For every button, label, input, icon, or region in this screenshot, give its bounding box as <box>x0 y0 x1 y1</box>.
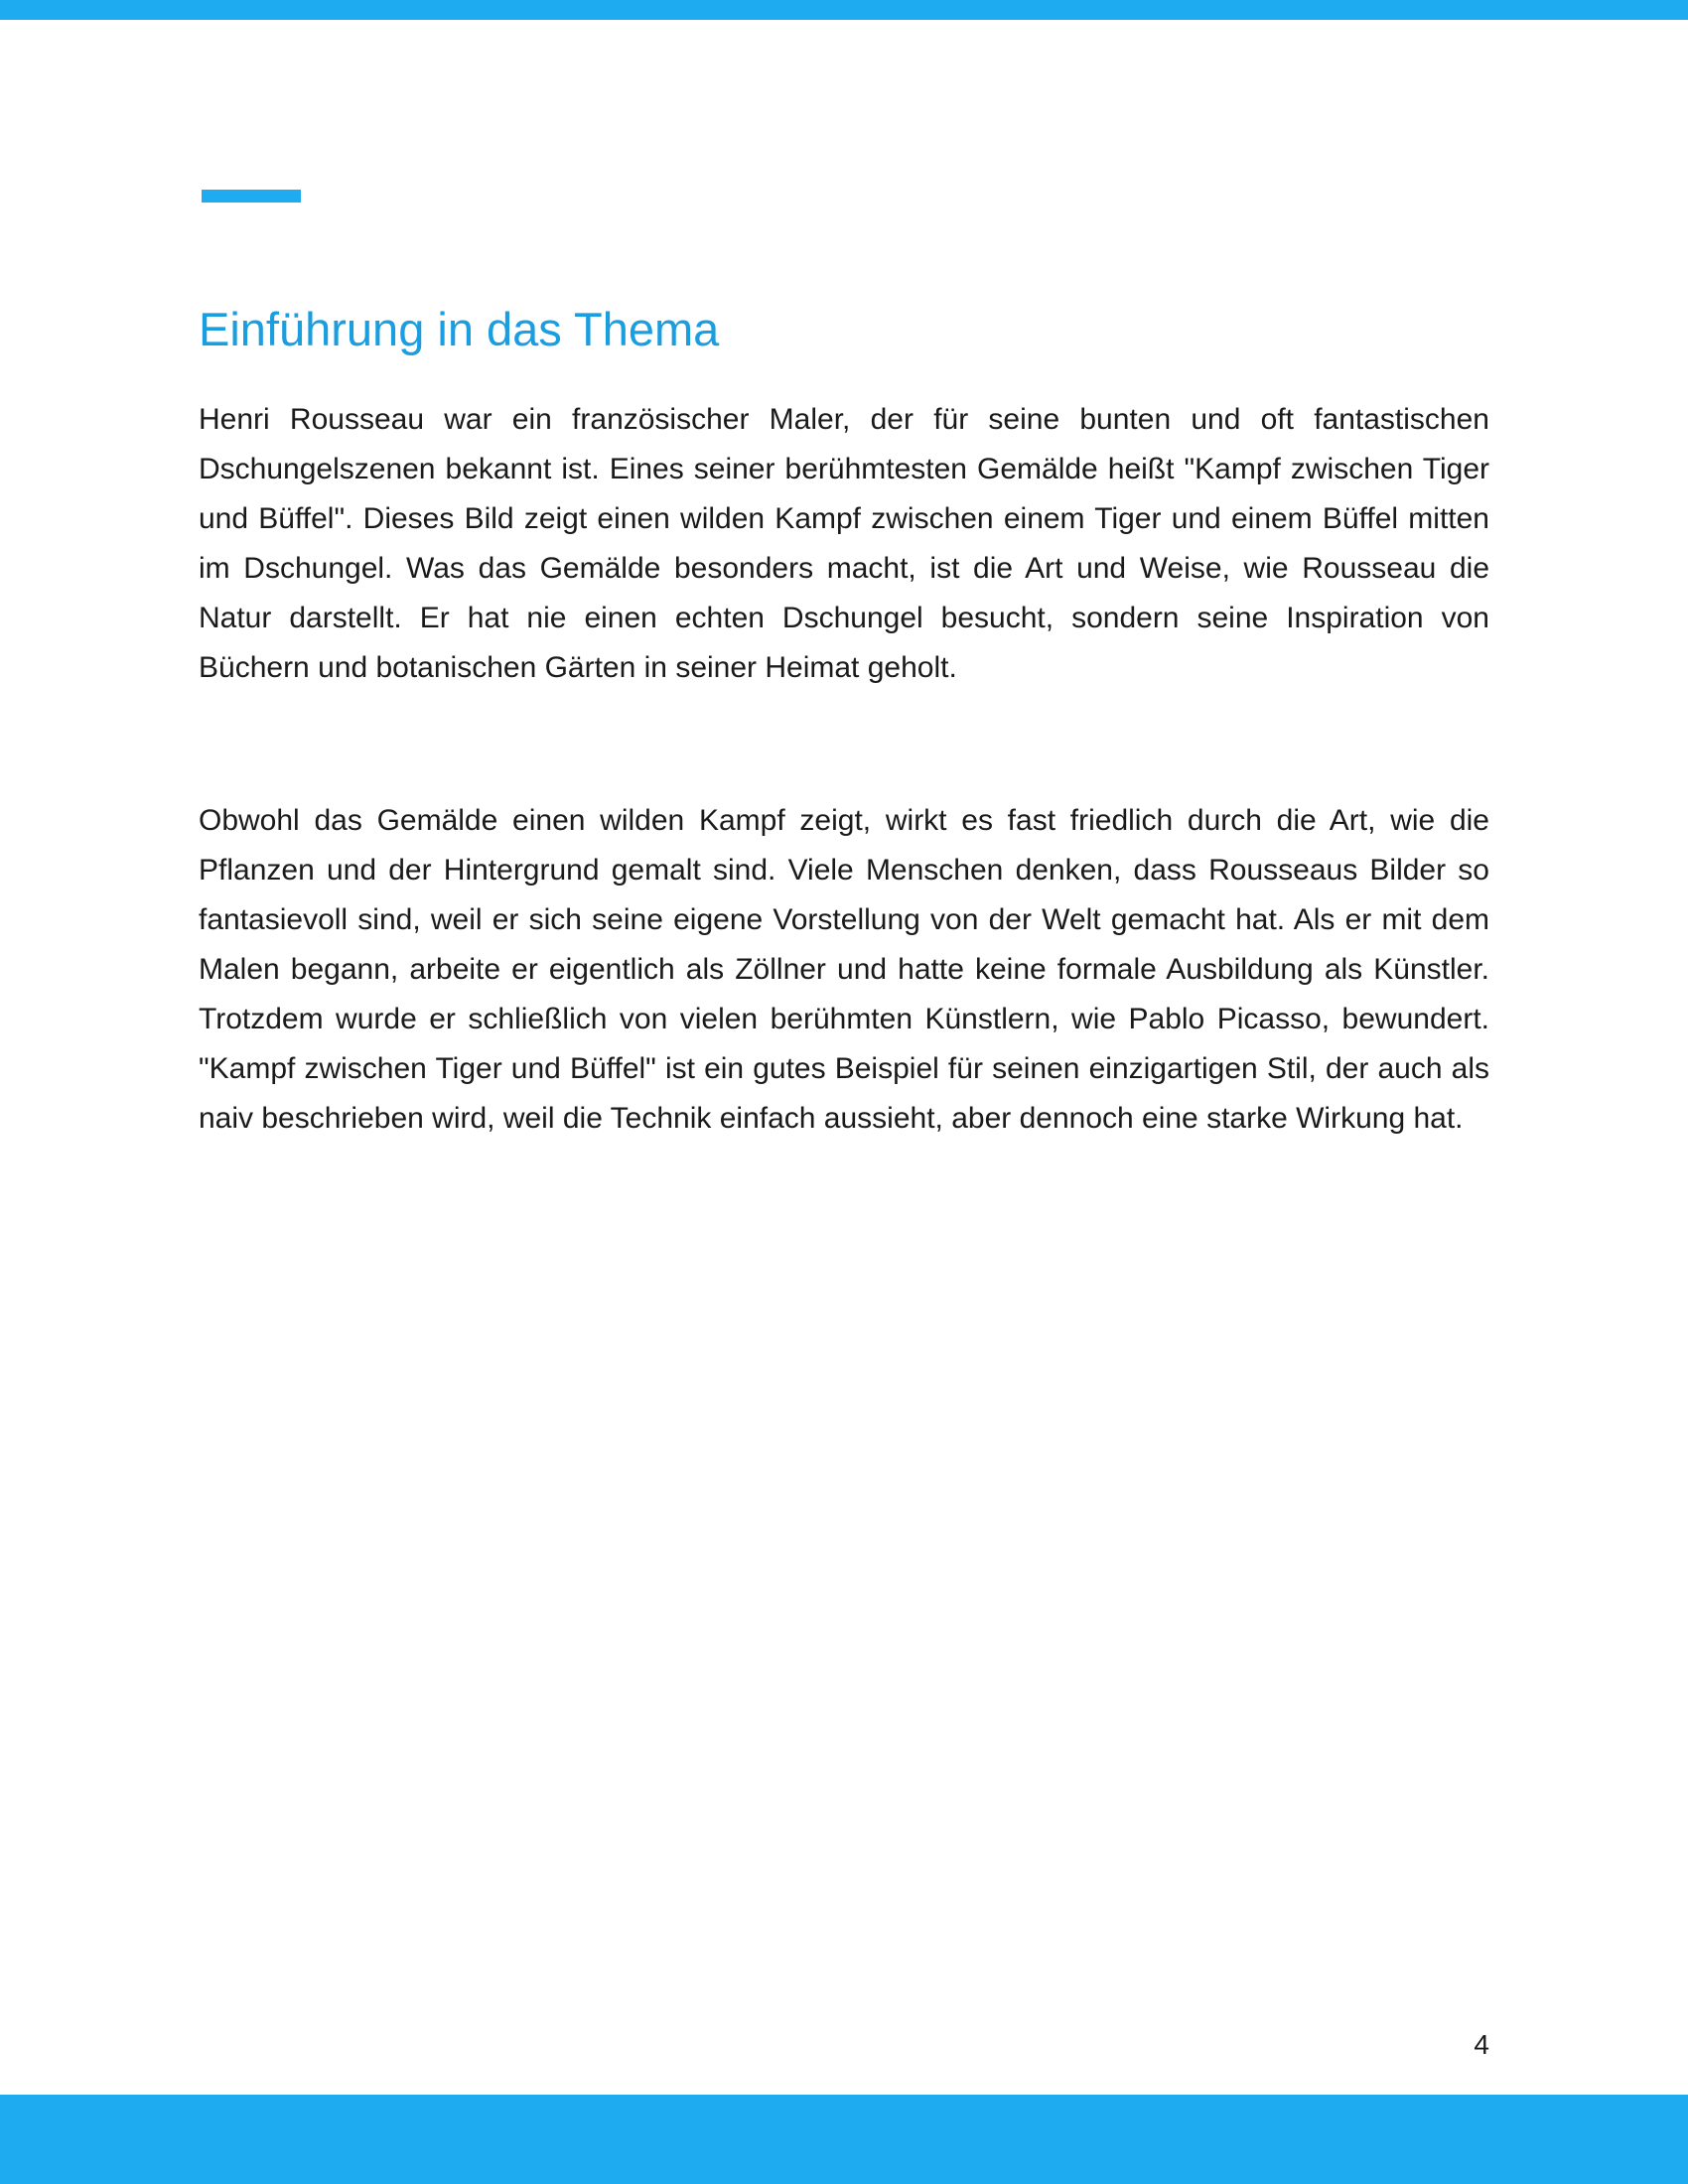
top-accent-bar <box>0 0 1688 20</box>
section-accent-line <box>202 190 301 203</box>
bottom-accent-bar <box>0 2095 1688 2184</box>
paragraph-style: Obwohl das Gemälde einen wilden Kampf zeigt, wirkt es fast friedlich durch die Art, wie die Pflanzen und der Hintergrund gemalt sind. Viele Menschen denken, dass Rousseaus Bilder so fantasievoll sind, weil er sich seine eigene Vorstellung von der Welt gemacht hat. Als er mit dem Malen begann, arbeite er eigentlich als Zöllner und hatte keine formale Ausbildung als Künstler. Trotzdem wurde er schließlich von vielen berühmten Künstlern, wie Pablo Picasso, bewundert. "Kampf zwischen Tiger und Büffel" ist ein gutes Beispiel für seinen einzigartigen Stil, der auch als naiv beschrieben wird, weil die Technik einfach aussieht, aber dennoch eine starke Wirkung hat. <box>199 804 1489 1135</box>
paragraph-intro: Henri Rousseau war ein französischer Maler, der für seine bunten und oft fantastischen Dschungelszenen bekannt ist. Eines seiner berühmtesten Gemälde heißt "Kampf zwischen Tiger und Büffel". Dieses Bild zeigt einen wilden Kampf zwischen einem Tiger und einem Büffel mitten im Dschungel. Was das Gemälde besonders macht, ist die Art und Weise, wie Rousseau die Natur darstellt. Er hat nie einen echten Dschungel besucht, sondern seine Inspiration von Büchern und botanischen Gärten in seiner Heimat geholt. <box>199 403 1489 684</box>
section-title: Einführung in das Thema <box>199 303 720 355</box>
page-number: 4 <box>1474 2029 1489 2060</box>
